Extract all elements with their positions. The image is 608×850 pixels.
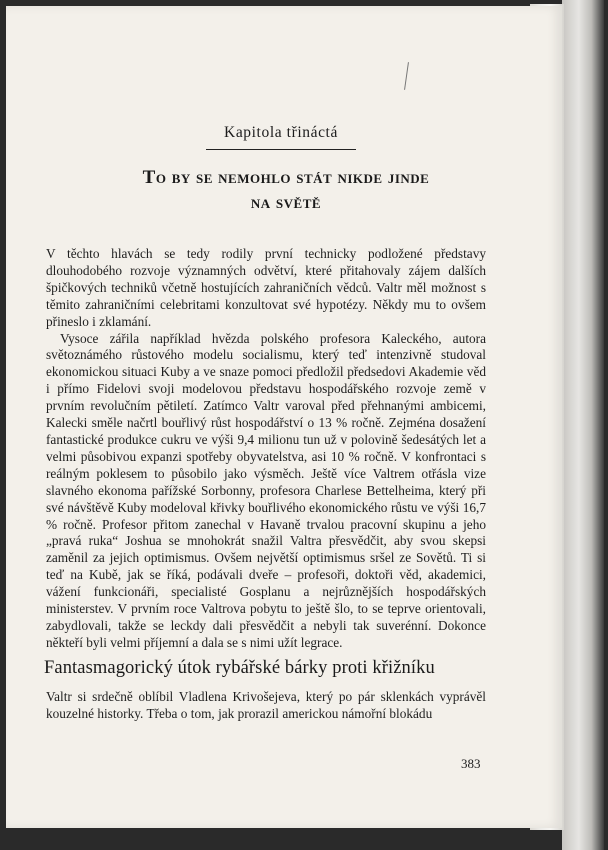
chapter-title-line-1: To by se nemohlo stát nikde jinde <box>142 167 430 188</box>
chapter-rule <box>206 149 356 150</box>
page-stack-edge <box>562 0 604 850</box>
paragraph-2: Vysoce zářila například hvězda polského profesora Kaleckého, autora světoznámého růstového modelu socialismu, který teď intenzivně studoval ekonomickou situaci Kuby a ve snaze pomoci předložil předsedovi Akademie věd i přímo Fidelovi svoji modelovou představu hospodářského rozvoje země v prvním revolučním pětiletí. Zatímco Valtr varoval před přehnanými ambicemi, Kalecki směle načrtl bouřlivý růst hospodářství o 13 % ročně. Zejména dosažení fantastické produkce cukru ve výši 9,4 milionu tun už v polovině šedesátých let a velmi působivou expanzi spotřeby obyvatelstva, asi 10 % ročně. V konfrontaci s reálným poklesem to působilo jako výsměch. Ještě více Valtrem otřásla vize slavného ekonoma pařížské Sorbonny, profesora Charlese Bettelheima, který při své návštěvě Kuby modeloval křivky bouřlivého ekonomického růstu ve výši 16,7 % ročně. Profesor přitom zanechal v Havaně trvalou pracovní skupinu a jeho „pravá ruka“ Joshua se mnohokrát snažil Valtra přesvědčit, aby svou skepsi zaměnil za jejich optimismus. Ovšem největší optimismus sršel ze Sovětů. Ti si teď na Kubě, jak se říká, podávali dveře – profesoři, doktoři věd, akademici, vážení funkcionáři, specialisté Gosplanu a nejrůznějších hospodářských ministerstev. V prvním roce Valtrova pobytu to ještě šlo, to se teprve orientovali, zabydlovali, takže se leckdy dali přesvědčit a nebyli tak suverénní. Dokonce někteří byli velmi příjemní a dala se s nimi užít legrace. <box>46 330 486 650</box>
section-body <box>46 689 486 723</box>
chapter-title-line-2: na světě <box>250 192 322 213</box>
book-page <box>6 6 562 828</box>
section-heading: Fantasmagorický útok rybářské bárky proti křižníku <box>44 658 435 678</box>
section-paragraph: Valtr si srdečně oblíbil Vladlena Krivošejeva, který po pár sklenkách vyprávěl kouzelné historky. Třeba o tom, jak prorazil americkou námořní blokádu <box>46 689 486 721</box>
chapter-body <box>46 246 486 652</box>
page-number: 383 <box>461 756 481 771</box>
chapter-title <box>66 165 506 215</box>
chapter-label: Kapitola třináctá <box>224 124 338 141</box>
pencil-mark <box>404 62 409 90</box>
paragraph-1: V těchto hlavách se tedy rodily první technicky podložené představy dlouhodobého rozvoje významných odvětví, které přitahovaly zájem dalších špičkových techniků včetně hostujících zahraničních vědců. Valtr měl možnost s těmito zahraničními celebritami konzultovat své hypotézy. Někdy mu to ovšem přineslo i zklamání. <box>46 246 486 329</box>
